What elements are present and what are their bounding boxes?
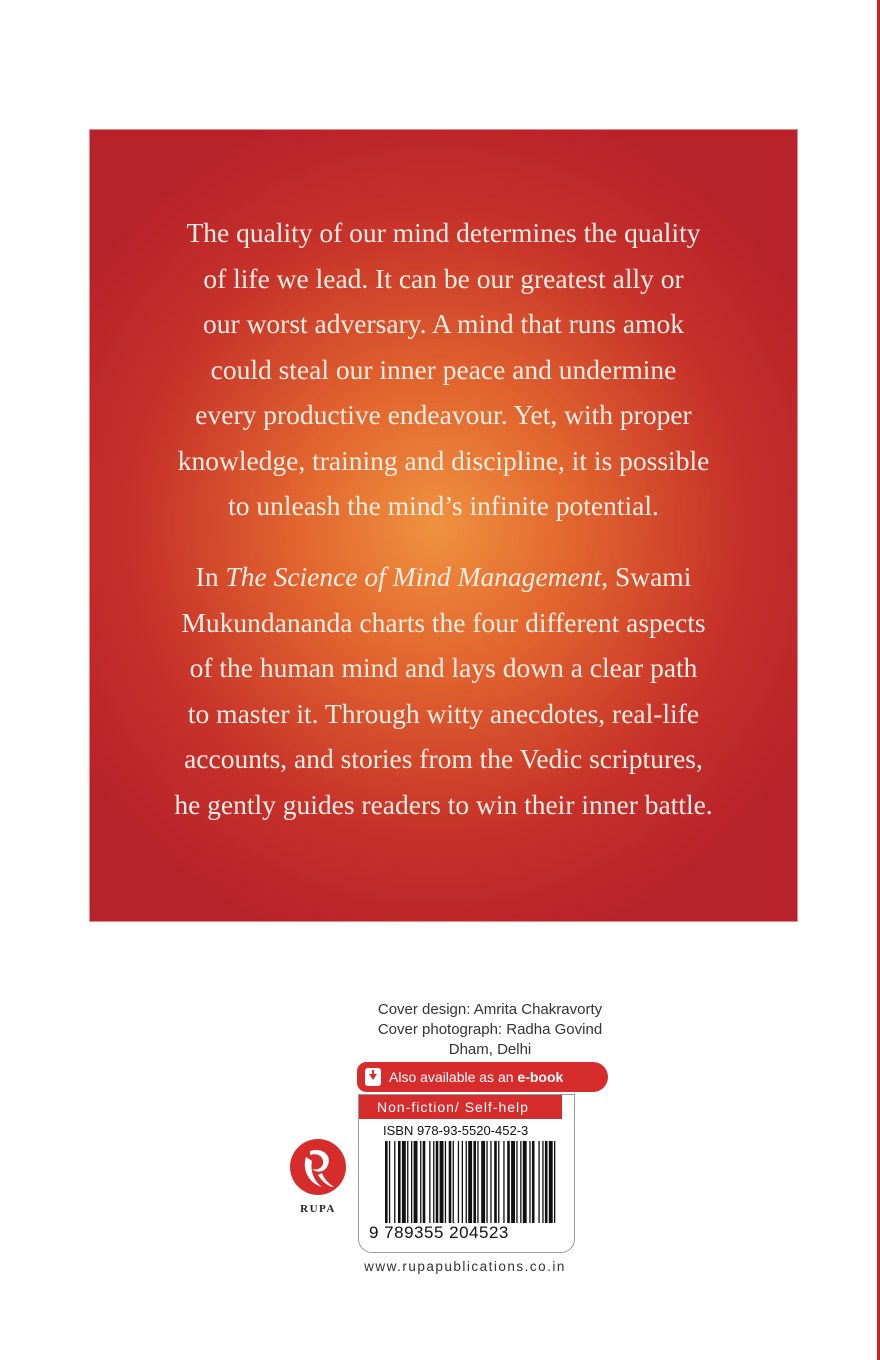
barcode-bar — [458, 1141, 459, 1223]
blurb-line — [130, 554, 757, 600]
barcode-bar — [429, 1141, 430, 1223]
barcode-bar — [532, 1141, 535, 1223]
download-icon — [365, 1068, 381, 1086]
barcode-bar — [511, 1141, 515, 1223]
ebook-banner — [357, 1062, 608, 1092]
barcode-bar — [549, 1141, 553, 1223]
barcode-bar — [407, 1141, 408, 1223]
blurb-line: of life we lead. It can be our greatest ally or — [203, 262, 684, 294]
barcode-bar — [389, 1141, 390, 1223]
blurb-line: The quality of our mind determines the quality — [186, 217, 701, 248]
barcode-bar — [468, 1141, 472, 1223]
barcode-bar — [420, 1141, 421, 1223]
blurb-line: knowledge, training and discipline, it is possible — [177, 444, 710, 476]
blurb-suffix: , Swami — [601, 561, 692, 592]
barcode-bar — [494, 1141, 497, 1223]
blurb-line: to master it. Through witty anecdotes, real-life — [187, 697, 700, 729]
blurb-line: every productive endeavour. Yet, with proper — [195, 399, 692, 430]
barcode-bar — [449, 1141, 452, 1223]
rupa-logo-mark — [288, 1137, 348, 1201]
barcode-bar — [433, 1141, 434, 1223]
book-title: The Science of Mind Management — [225, 561, 602, 592]
isbn-digits: 9 789355 204523 — [369, 1223, 509, 1242]
barcode-bar — [498, 1141, 499, 1223]
blurb-paragraph-2 — [130, 554, 757, 827]
isbn-label: ISBN 978-93-5520-452-3 — [383, 1123, 529, 1138]
barcode-bar — [462, 1141, 463, 1223]
barcode-bar — [542, 1141, 543, 1223]
blurb-line: of the human mind and lays down a clear path — [189, 652, 698, 683]
barcode-bar — [538, 1141, 539, 1223]
genre-label: Non-fiction/ Self-help — [359, 1095, 562, 1119]
ebook-emphasis: e-book — [517, 1069, 564, 1085]
barcode-bar — [486, 1141, 487, 1223]
barcode-box — [358, 1094, 575, 1253]
barcode-bar — [436, 1141, 439, 1223]
barcode-bar — [507, 1141, 510, 1223]
cover-photo-credit: Cover photograph: Radha Govind — [377, 1021, 603, 1038]
barcode-bar — [477, 1141, 478, 1223]
barcode-bar — [529, 1141, 530, 1223]
blurb-panel — [89, 129, 798, 922]
barcode-bar — [423, 1141, 426, 1223]
rupa-logo-text: RUPA — [300, 1203, 336, 1215]
barcode-bar — [398, 1141, 401, 1223]
barcode-bar — [414, 1141, 418, 1223]
barcode-bar — [516, 1141, 517, 1223]
barcode-bar — [523, 1141, 527, 1223]
blurb-line: accounts, and stories from the Vedic scriptures, — [184, 743, 703, 774]
rupa-logo — [288, 1137, 348, 1221]
barcode-bar — [385, 1141, 388, 1223]
blurb-line: to unleash the mind’s infinite potential. — [228, 490, 659, 521]
barcode — [385, 1141, 557, 1223]
barcode-bar — [554, 1141, 555, 1223]
barcode-bar — [394, 1141, 395, 1223]
barcode-bar — [473, 1141, 476, 1223]
blurb-line: could steal our inner peace and undermine — [210, 353, 677, 385]
cover-design-credit: Cover design: Amrita Chakravorty — [377, 1001, 603, 1018]
cover-photo-credit-cont: Dham, Delhi — [448, 1041, 532, 1058]
blurb-paragraph-1 — [130, 210, 757, 529]
ebook-text — [389, 1069, 563, 1085]
barcode-bar — [490, 1141, 491, 1223]
barcode-bar — [402, 1141, 406, 1223]
barcode-bar — [445, 1141, 446, 1223]
ebook-prefix: Also available as an — [389, 1069, 518, 1085]
barcode-bar — [440, 1141, 444, 1223]
blurb-line: Mukundananda charts the four different aspects — [181, 606, 706, 638]
blurb-line: he gently guides readers to win their inner battle. — [174, 788, 713, 820]
barcode-bar — [411, 1141, 412, 1223]
blurb-line: our worst adversary. A mind that runs amok — [203, 308, 684, 339]
barcode-bar — [453, 1141, 454, 1223]
barcode-bar — [466, 1141, 467, 1223]
barcode-bar — [503, 1141, 504, 1223]
blurb-prefix: In — [195, 561, 226, 592]
barcode-bar — [520, 1141, 521, 1223]
barcode-bar — [545, 1141, 548, 1223]
barcode-bar — [481, 1141, 485, 1223]
cover-credits — [360, 1000, 620, 1060]
publisher-website[interactable]: www.rupapublications.co.in — [364, 1259, 566, 1274]
